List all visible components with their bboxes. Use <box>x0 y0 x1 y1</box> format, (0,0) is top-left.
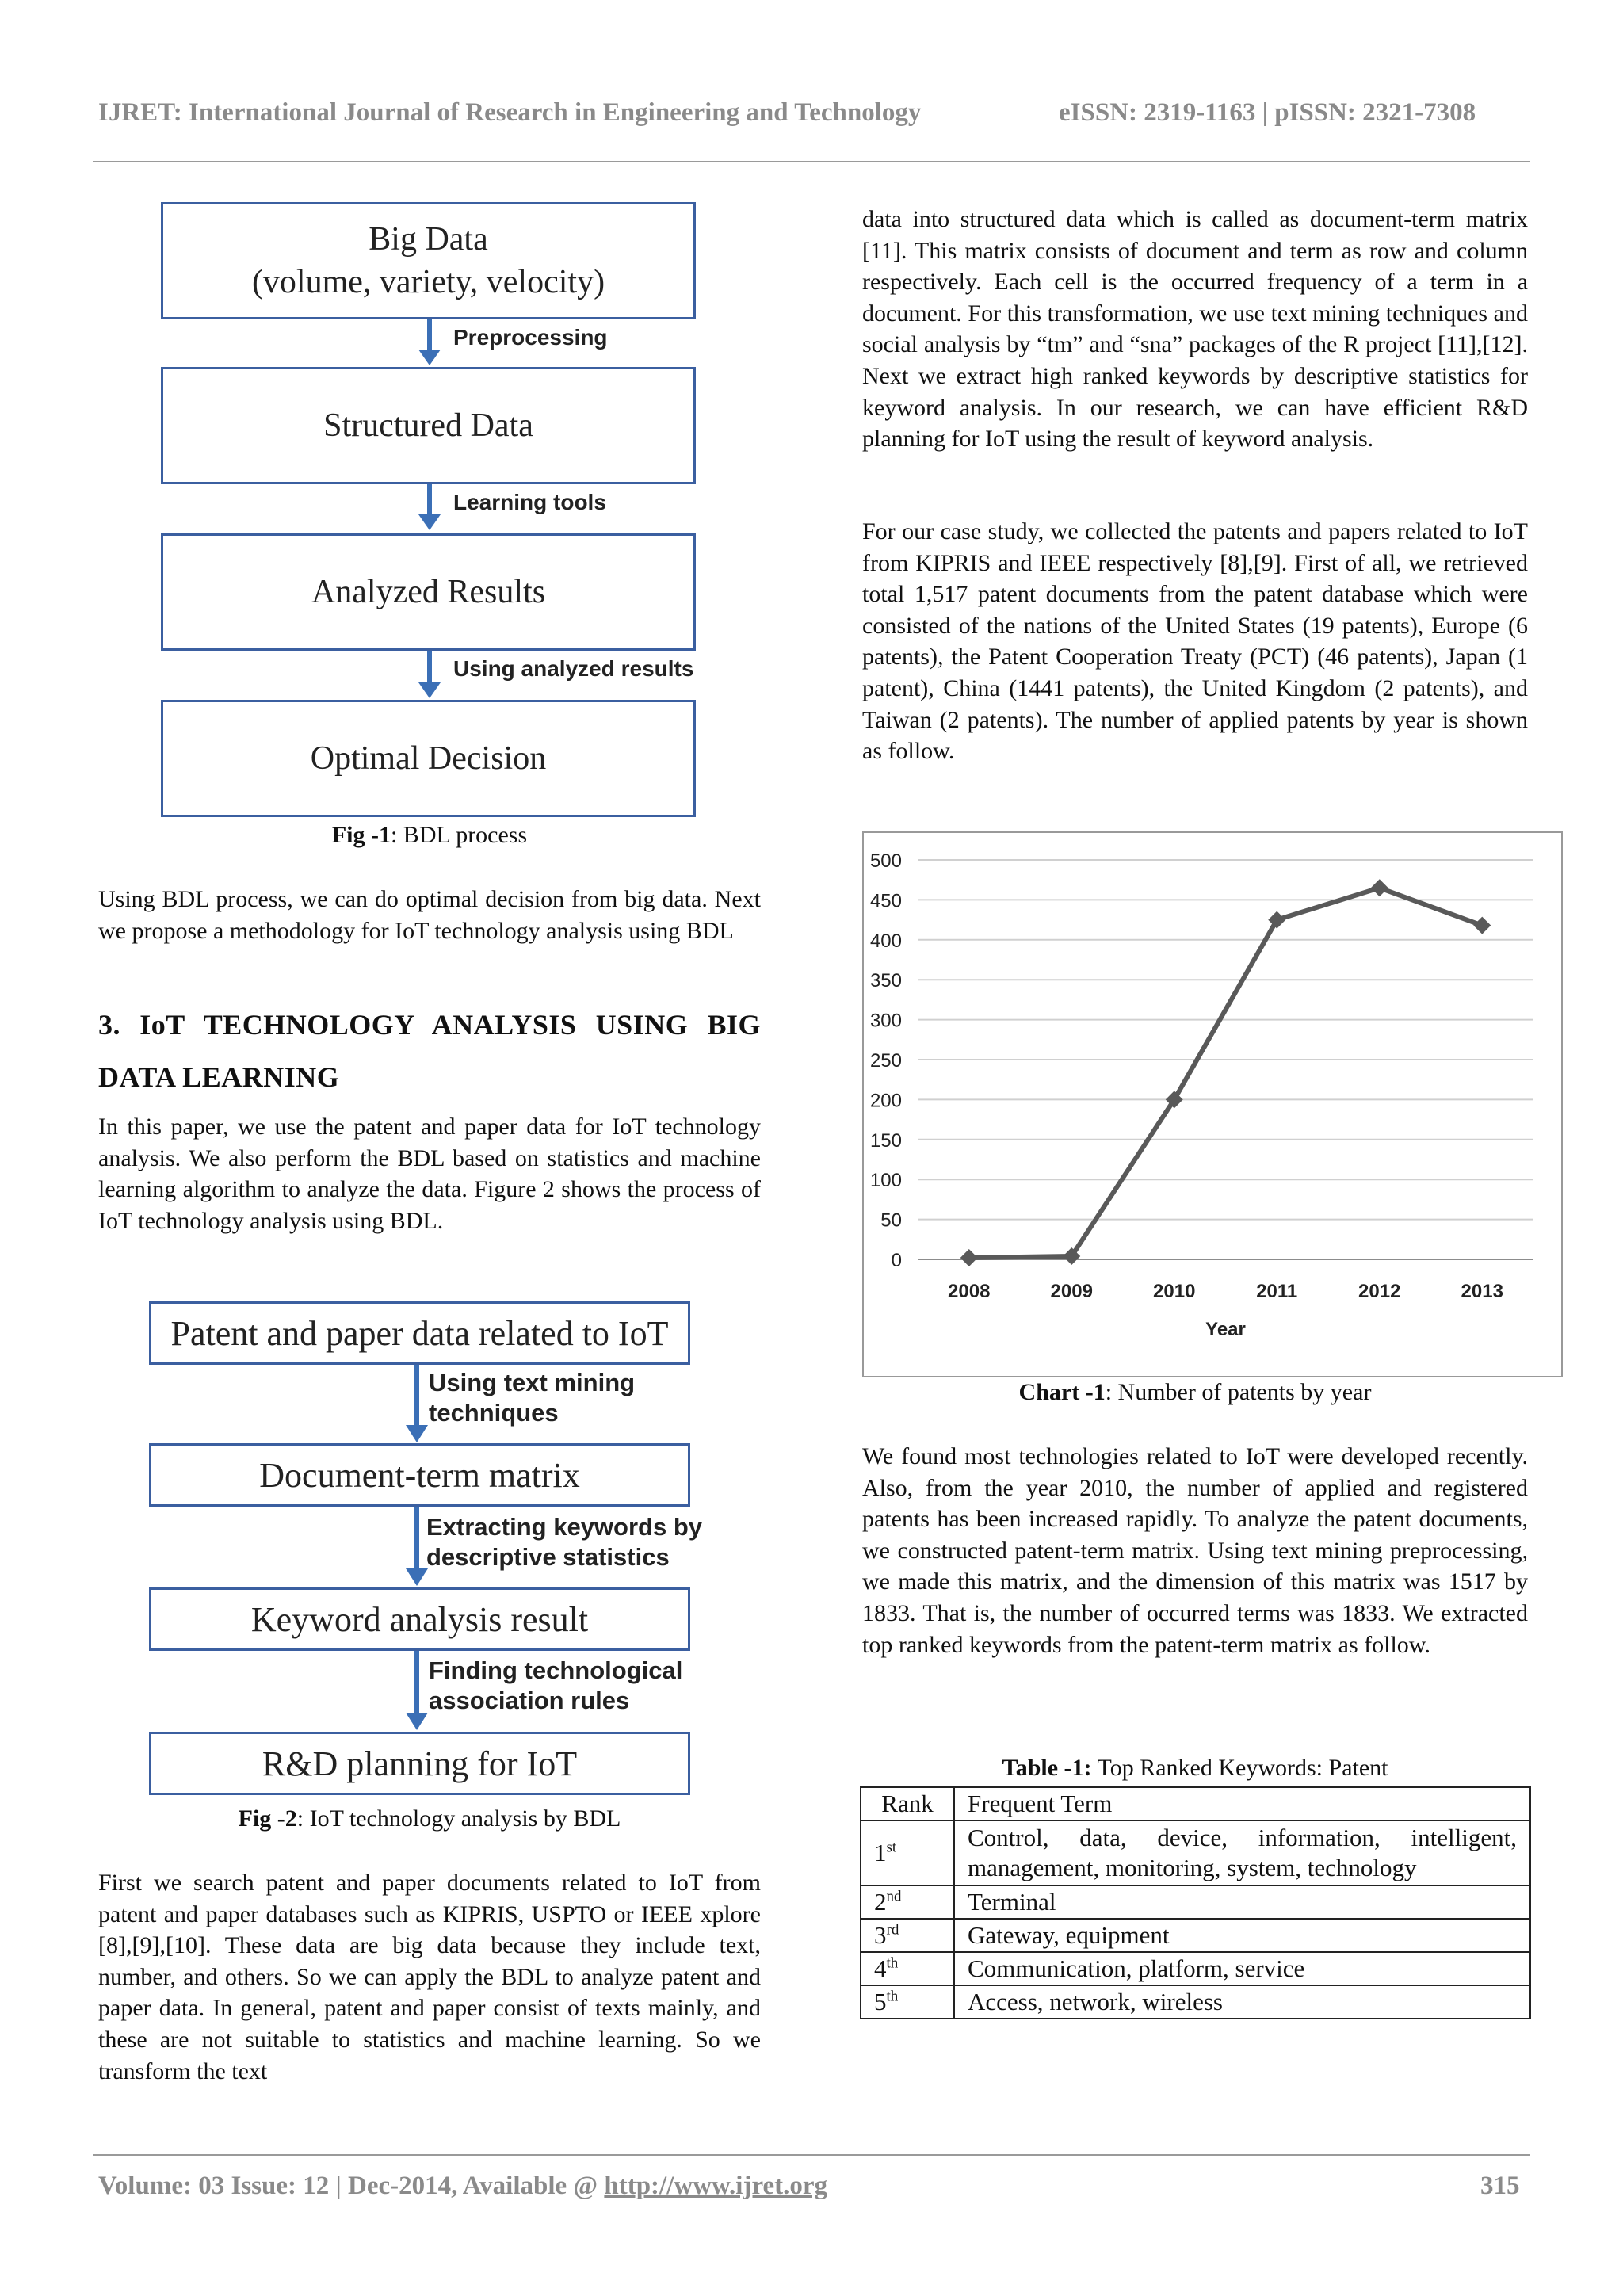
table-caption: Table -1: Top Ranked Keywords: Patent <box>1002 1755 1388 1781</box>
section-heading-cont: DATA LEARNING <box>98 1061 340 1093</box>
table-row <box>861 1985 1530 2019</box>
term-cell: Gateway, equipment <box>954 1919 1530 1952</box>
rank-cell: 5th <box>861 1985 954 2019</box>
header-rule <box>93 161 1530 162</box>
fig1-box-structured-data: Structured Data <box>161 367 696 484</box>
rank-cell: 3rd <box>861 1919 954 1952</box>
paragraph: In this paper, we use the patent and paper data for IoT technology analysis. We also perform the BDL based on statistics and machine learning algorithm to analyze the data. Figure 2 shows the process of IoT technology analysis using BDL. <box>98 1114 761 1234</box>
fig1-box-analyzed-results: Analyzed Results <box>161 533 696 651</box>
table-row <box>861 1919 1530 1952</box>
term-cell: Control, data, device, information, intelligent, management, monitoring, system, technology <box>954 1820 1530 1885</box>
x-tick-label: 2013 <box>1461 1281 1503 1302</box>
term-cell: Communication, platform, service <box>954 1952 1530 1985</box>
table-header-cell: Frequent Term <box>954 1787 1530 1820</box>
table-header-row <box>861 1787 1530 1820</box>
arrow-down-icon <box>414 319 445 367</box>
fig1-arrow-label: Using analyzed results <box>453 656 694 681</box>
paragraph: We found most technologies related to IoT were developed recently. Also, from the year 2010, the number of applied and registered patents has been increased rapidly. To analyze the patent documents, we constructed patent-term matrix. Using text mining preprocessing, we made this matrix, and the dimension of this matrix was 1517 by 1833. That is, the number of occurred terms was 1833. We extracted top ranked keywords from the patent-term matrix as follow. <box>862 1443 1528 1658</box>
y-tick-label: 300 <box>869 1010 902 1032</box>
y-tick-label: 50 <box>880 1209 902 1232</box>
table-header-cell: Rank <box>861 1787 954 1820</box>
paragraph: Using BDL process, we can do optimal decision from big data. Next we propose a methodology for IoT technology analysis using BDL <box>98 886 761 944</box>
fig2-box-keyword-analysis: Keyword analysis result <box>149 1587 690 1651</box>
y-tick-label: 150 <box>869 1129 902 1152</box>
x-tick-label: 2011 <box>1256 1281 1298 1302</box>
fig2-arrow-label: Finding technological association rules <box>429 1656 683 1714</box>
fig2-box-rd-planning: R&D planning for IoT <box>149 1732 690 1795</box>
fig2-box-document-term-matrix: Document-term matrix <box>149 1443 690 1507</box>
journal-title: IJRET: International Journal of Research in Engineering and Technology <box>98 98 922 127</box>
fig2-box-patent-data: Patent and paper data related to IoT <box>149 1301 690 1365</box>
figure-2-caption: Fig -2: IoT technology analysis by BDL <box>238 1805 621 1832</box>
y-tick-label: 350 <box>869 970 902 992</box>
figure-1-caption: Fig -1: BDL process <box>331 822 528 848</box>
footer-rule <box>93 2154 1530 2156</box>
paragraph: data into structured data which is called as document-term matrix [11]. This matrix consists of document and term as row and column respectively. Each cell is the occurred frequency of a term in a document. For this transformation, we use text mining techniques and social analysis by “tm” and “sna” packages of the R project [11],[12]. Next we extract high ranked keywords by descriptive statistics for keyword analysis. In our research, we can have efficient R&D planning for IoT using the result of keyword analysis. <box>862 206 1528 453</box>
y-tick-label: 100 <box>869 1170 902 1192</box>
fig1-box-big-data: Big Data (volume, variety, velocity) <box>161 202 696 319</box>
data-point <box>960 1249 978 1266</box>
y-tick-label: 450 <box>869 890 902 912</box>
term-cell: Access, network, wireless <box>954 1985 1530 2019</box>
x-tick-label: 2008 <box>948 1281 991 1302</box>
table-row <box>861 1885 1530 1919</box>
data-point <box>1371 879 1388 896</box>
rank-cell: 1st <box>861 1820 954 1885</box>
x-tick-label: 2012 <box>1358 1281 1401 1302</box>
data-point <box>1473 917 1491 934</box>
footer-text: Volume: 03 Issue: 12 | Dec-2014, Available @ http://www.ijret.org <box>98 2172 828 2200</box>
fig2-arrow-label: Extracting keywords by descriptive statistics <box>426 1513 703 1571</box>
rank-cell: 2nd <box>861 1885 954 1919</box>
line-chart <box>864 833 1561 1376</box>
fig1-arrow-label: Learning tools <box>453 490 606 514</box>
arrow-down-icon <box>414 484 445 532</box>
issn: eISSN: 2319-1163 | pISSN: 2321-7308 <box>1059 98 1476 127</box>
y-tick-label: 400 <box>869 930 902 952</box>
table-row <box>861 1820 1530 1885</box>
chart-caption: Chart -1: Number of patents by year <box>1018 1379 1372 1405</box>
fig1-arrow-label: Preprocessing <box>453 325 608 350</box>
footer-link[interactable]: http://www.ijret.org <box>604 2172 828 2200</box>
fig1-box-optimal-decision: Optimal Decision <box>161 700 696 817</box>
rank-cell: 4th <box>861 1952 954 1985</box>
paragraph: For our case study, we collected the patents and papers related to IoT from KIPRIS and IEEE respectively [8],[9]. First of all, we retrieved total 1,517 patent documents from the patent database which were consisted of the nations of the United States (19 patents), Europe (6 patents), the Patent Cooperation Treaty (PCT) (46 patents), Japan (1 patent), China (1441 patents), the United Kingdom (2 patents), and Taiwan (2 patents). The number of applied patents by year is shown as follow. <box>862 518 1528 765</box>
table-row <box>861 1952 1530 1985</box>
fig2-arrow-label: Using text mining techniques <box>429 1369 636 1427</box>
y-tick-label: 200 <box>869 1090 902 1112</box>
series-line <box>969 888 1483 1258</box>
y-tick-label: 500 <box>869 850 902 872</box>
chart-container <box>862 831 1563 1377</box>
paragraph: First we search patent and paper documents related to IoT from patent and paper databases such as KIPRIS, USPTO or IEEE xplore [8],[9],[10]. These data are big data because they include text, number, and others. So we can apply the BDL to analyze patent and paper data. In general, patent and paper consist of texts mainly, and these are not suitable to statistics and machine learning. So we transform the text <box>98 1870 761 2084</box>
arrow-down-icon <box>414 651 445 700</box>
x-tick-label: 2009 <box>1050 1281 1093 1302</box>
arrow-down-icon <box>401 1651 433 1732</box>
page-number: 315 <box>1480 2172 1520 2200</box>
y-tick-label: 0 <box>891 1250 902 1271</box>
term-cell: Terminal <box>954 1885 1530 1919</box>
x-tick-label: 2010 <box>1153 1281 1196 1302</box>
x-axis-label: Year <box>1205 1319 1246 1340</box>
section-heading: 3. IoT TECHNOLOGY ANALYSIS USING BIG <box>98 1009 761 1041</box>
y-tick-label: 250 <box>869 1050 902 1072</box>
keywords-table <box>860 1786 1531 2019</box>
arrow-down-icon <box>401 1365 433 1444</box>
